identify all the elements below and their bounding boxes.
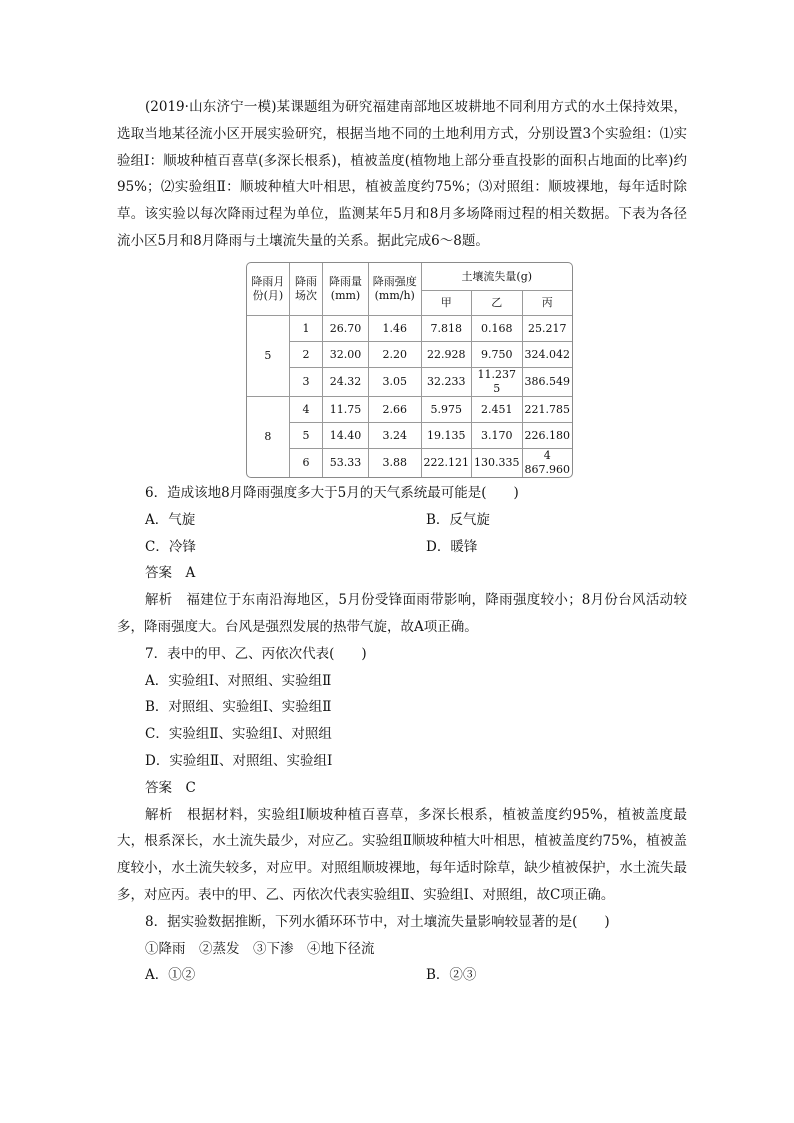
table-cell: 2.451 bbox=[472, 397, 523, 423]
table-cell: 25.217 bbox=[523, 316, 573, 342]
table-cell: 11.237 5 bbox=[472, 368, 523, 397]
questions-section bbox=[117, 480, 687, 989]
q7-answer: 答案 C bbox=[145, 779, 196, 796]
header-bing: 丙 bbox=[523, 291, 573, 316]
header-jia: 甲 bbox=[422, 291, 473, 316]
q6-analysis: 解析 福建位于东南沿海地区，5月份受锋面雨带影响，降雨强度较小；8月份台风活动较多，降雨强度大。台风是强烈发展的热带气旋，故A项正确。 bbox=[117, 592, 687, 635]
table-cell: 1 bbox=[290, 316, 323, 342]
table-cell: 222.121 bbox=[422, 449, 473, 477]
month-cell: 8 bbox=[247, 397, 290, 477]
table-cell: 3.05 bbox=[369, 368, 422, 397]
table-cell: 6 bbox=[290, 449, 323, 477]
q7-option-b: B．对照组、实验组Ⅰ、实验组Ⅱ bbox=[145, 699, 332, 716]
table-cell: 130.335 bbox=[472, 449, 523, 477]
table-cell: 19.135 bbox=[422, 423, 473, 449]
table-cell: 3.170 bbox=[472, 423, 523, 449]
table-cell: 22.928 bbox=[422, 342, 473, 368]
table-cell: 32.233 bbox=[422, 368, 473, 397]
table-cell: 2 bbox=[290, 342, 323, 368]
table-cell: 3 bbox=[290, 368, 323, 397]
header-intensity: 降雨强度(mm/h) bbox=[369, 263, 422, 316]
q7-stem: 7．表中的甲、乙、丙依次代表( ) bbox=[145, 645, 367, 662]
q8-stem: 8．据实验数据推断，下列水循环环节中，对土壤流失量影响较显著的是( ) bbox=[145, 913, 610, 930]
table-cell: 2.20 bbox=[369, 342, 422, 368]
q6-option-a: A．气旋 bbox=[145, 511, 196, 528]
table-cell: 3.24 bbox=[369, 423, 422, 449]
table-cell: 4 bbox=[290, 397, 323, 423]
table-cell: 3.88 bbox=[369, 449, 422, 477]
table-cell: 9.750 bbox=[472, 342, 523, 368]
header-month: 降雨月份(月) bbox=[247, 263, 290, 316]
q7-option-a: A．实验组Ⅰ、对照组、实验组Ⅱ bbox=[145, 672, 332, 689]
table-cell: 32.00 bbox=[323, 342, 369, 368]
table-cell: 26.70 bbox=[323, 316, 369, 342]
q6-option-c: C．冷锋 bbox=[145, 538, 196, 555]
table-cell: 0.168 bbox=[472, 316, 523, 342]
table-cell: 324.042 bbox=[523, 342, 573, 368]
table-cell: 4 867.960 bbox=[524, 449, 570, 476]
table-cell: 226.180 bbox=[523, 423, 573, 449]
header-soil-loss: 土壤流失量(g) bbox=[422, 263, 573, 291]
rainfall-soil-loss-table bbox=[246, 262, 573, 478]
q6-options-cd bbox=[117, 534, 687, 561]
document-body bbox=[117, 90, 687, 255]
table-cell: 53.33 bbox=[323, 449, 369, 477]
q8-options-ab bbox=[117, 962, 687, 989]
header-session: 降雨场次 bbox=[290, 263, 323, 316]
q6-option-d: D．暖锋 bbox=[426, 538, 478, 555]
table-cell: 5.975 bbox=[422, 397, 473, 423]
table-cell: 24.32 bbox=[323, 368, 369, 397]
table-cell: 1.46 bbox=[369, 316, 422, 342]
q8-items: ①降雨 ②蒸发 ③下渗 ④地下径流 bbox=[145, 940, 375, 957]
q6-options-ab bbox=[117, 507, 687, 534]
header-yi: 乙 bbox=[472, 291, 523, 316]
q8-option-b: B．②③ bbox=[426, 967, 477, 984]
header-amount: 降雨量(mm) bbox=[323, 263, 369, 316]
table-cell: 11.75 bbox=[323, 397, 369, 423]
intro-paragraph: (2019·山东济宁一模)某课题组为研究福建南部地区坡耕地不同利用方式的水土保持效果，选取当地某径流小区开展实验研究，根据当地不同的土地利用方式，分别设置3个实验组：⑴实验组Ⅰ：顺坡种植百喜草(多深长根系)，植被盖度(植物地上部分垂直投影的面积占地面的比率)约95%；⑵实验组Ⅱ：顺坡种植大叶相思，植被盖度约75%；⑶对照组：顺坡裸地，每年适时除草。该实验以每次降雨过程为单位，监测某年5月和8月多场降雨过程的相关数据。下表为各径流小区5月和8月降雨与土壤流失量的关系。据此完成6～8题。 bbox=[117, 99, 687, 249]
q7-option-d: D．实验组Ⅱ、对照组、实验组Ⅰ bbox=[145, 752, 333, 769]
table-cell: 7.818 bbox=[422, 316, 473, 342]
table-cell: 2.66 bbox=[369, 397, 422, 423]
q6-stem: 6．造成该地8月降雨强度多大于5月的天气系统最可能是( ) bbox=[145, 485, 519, 501]
q7-option-c: C．实验组Ⅱ、实验组Ⅰ、对照组 bbox=[145, 726, 332, 743]
table-cell: 5 bbox=[290, 423, 323, 449]
q6-answer: 答案 A bbox=[145, 565, 196, 582]
q8-option-a: A．①② bbox=[145, 967, 196, 984]
q6-option-b: B．反气旋 bbox=[426, 511, 490, 528]
month-cell: 5 bbox=[247, 316, 290, 397]
table-cell: 221.785 bbox=[523, 397, 573, 423]
table-cell: 386.549 bbox=[523, 368, 573, 397]
table-cell: 14.40 bbox=[323, 423, 369, 449]
q7-analysis: 解析 根据材料，实验组Ⅰ顺坡种植百喜草，多深长根系，植被盖度约95%，植被盖度最大，根系深长，水土流失最少，对应乙。实验组Ⅱ顺坡种植大叶相思，植被盖度约75%，植被盖度较小，水土流失较多，对应甲。对照组顺坡裸地，每年适时除草，缺少植被保护，水土流失最多，对应丙。表中的甲、乙、丙依次代表实验组Ⅱ、实验组Ⅰ、对照组，故C项正确。 bbox=[117, 806, 687, 903]
